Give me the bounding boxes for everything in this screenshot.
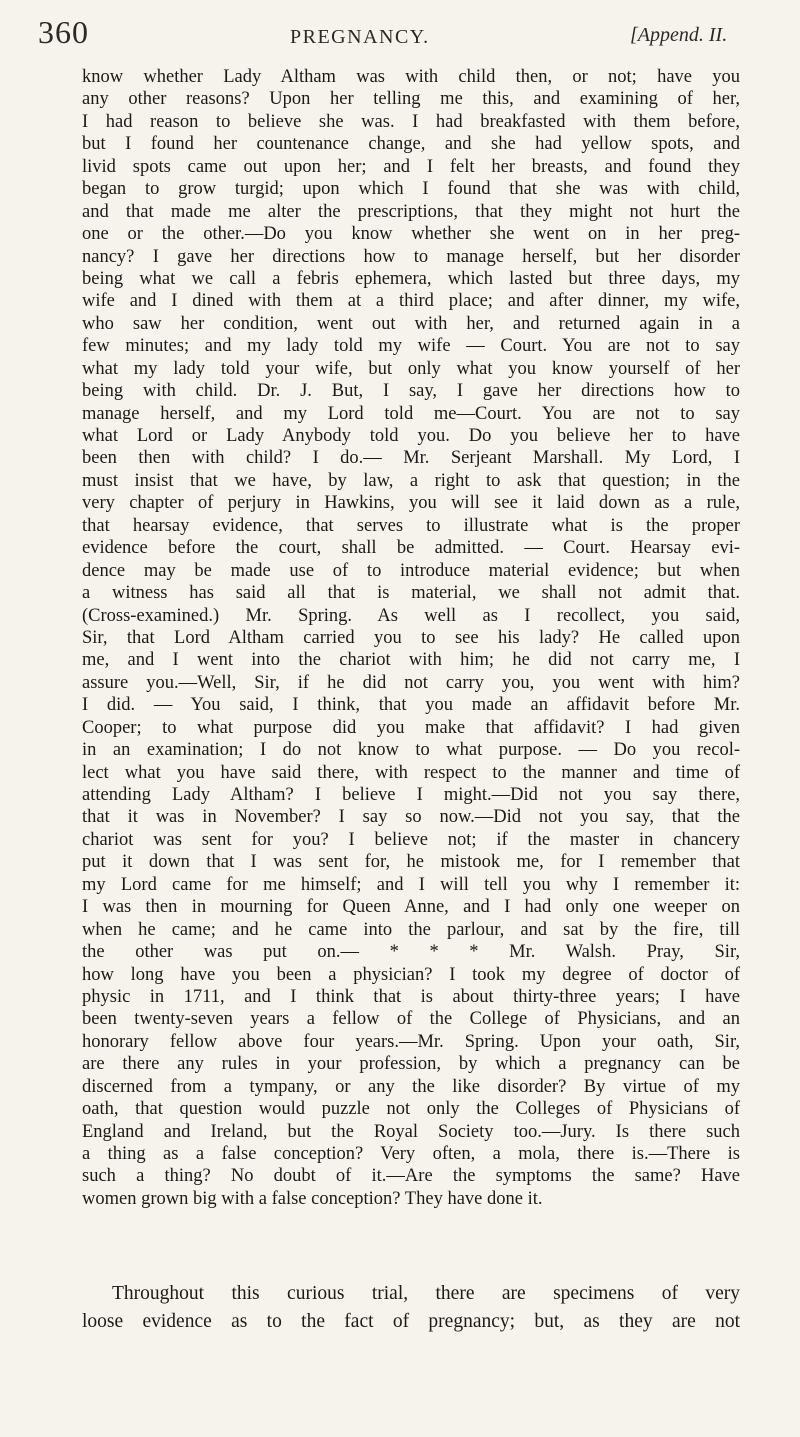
text-line: oath, that question would puzzle not only the Colleges of Physicians of bbox=[82, 1099, 740, 1120]
text-line: I was then in mourning for Queen Anne, and I had only one weeper on bbox=[82, 897, 740, 918]
text-line: discerned from a tympany, or any the like disorder? By virtue of my bbox=[82, 1076, 740, 1097]
text-line: England and Ireland, but the Royal Society too.—Jury. Is there such bbox=[82, 1121, 740, 1142]
text-line: a thing as a false conception? Very often, a mola, there is.—There is bbox=[82, 1144, 740, 1164]
text-line: one or the other.—Do you know whether she went on in her preg- bbox=[82, 224, 740, 245]
text-line: that it was in November? I say so now.—Did not you say, that the bbox=[82, 807, 740, 828]
text-line: must insist that we have, by law, a right to ask that question; in the bbox=[82, 470, 740, 491]
text-line: Throughout this curious trial, there are specimens of very bbox=[112, 1283, 740, 1304]
text-line: attending Lady Altham? I believe I might.—Did not you say there, bbox=[82, 785, 740, 805]
body-text bbox=[82, 66, 740, 1210]
text-line: but I found her countenance change, and she had yellow spots, and bbox=[82, 134, 740, 155]
text-line: (Cross-examined.) Mr. Spring. As well as I recollect, you said, bbox=[82, 605, 740, 626]
text-line: a witness has said all that is material, we shall not admit that. bbox=[82, 583, 740, 604]
text-line: evidence before the court, shall be admitted. — Court. Hearsay evi- bbox=[82, 538, 740, 559]
text-line: began to grow turgid; upon which I found that she was with child, bbox=[82, 179, 740, 200]
text-line: any other reasons? Upon her telling me this, and examining of her, bbox=[82, 89, 740, 110]
text-line: I did. — You said, I think, that you made an affidavit before Mr. bbox=[82, 695, 740, 716]
text-line: livid spots came out upon her; and I felt her breasts, and found they bbox=[82, 156, 740, 177]
text-line: being with child. Dr. J. But, I say, I gave her directions how to bbox=[82, 381, 740, 402]
text-line: nancy? I gave her directions how to manage herself, but her disorder bbox=[82, 246, 740, 267]
text-line: being what we call a febris ephemera, which lasted but three days, my bbox=[82, 268, 740, 289]
text-line: who saw her condition, went out with her, and returned again in a bbox=[82, 313, 740, 334]
text-line: honorary fellow above four years.—Mr. Spring. Upon your oath, Sir, bbox=[82, 1031, 740, 1052]
page-header bbox=[38, 14, 770, 58]
text-line: Sir, that Lord Altham carried you to see his lady? He called upon bbox=[82, 627, 740, 648]
text-line: know whether Lady Altham was with child then, or not; have you bbox=[82, 67, 740, 87]
text-line: that hearsay evidence, that serves to illustrate what is the proper bbox=[82, 515, 740, 536]
closing-paragraph bbox=[82, 1280, 740, 1336]
text-line: loose evidence as to the fact of pregnancy; but, as they are not bbox=[82, 1311, 740, 1332]
text-line: my Lord came for me himself; and I will tell you why I remember it: bbox=[82, 874, 740, 895]
text-line: the other was put on.— * * * Mr. Walsh. Pray, Sir, bbox=[82, 942, 740, 963]
running-head: PREGNANCY. bbox=[290, 26, 430, 48]
text-line: been twenty-seven years a fellow of the College of Physicians, and an bbox=[82, 1009, 740, 1030]
text-line: few minutes; and my lady told my wife — Court. You are not to say bbox=[82, 336, 740, 357]
text-line: what my lady told your wife, but only what you know yourself of her bbox=[82, 358, 740, 379]
text-line: are there any rules in your profession, by which a pregnancy can be bbox=[82, 1054, 740, 1075]
text-line: chariot was sent for you? I believe not; if the master in chancery bbox=[82, 829, 740, 850]
text-line: when he came; and he came into the parlour, and sat by the fire, till bbox=[82, 919, 740, 940]
text-line: assure you.—Well, Sir, if he did not carry you, you went with him? bbox=[82, 672, 740, 693]
text-line: been then with child? I do.— Mr. Serjeant Marshall. My Lord, I bbox=[82, 448, 740, 469]
text-line: physic in 1711, and I think that is about thirty-three years; I have bbox=[82, 986, 740, 1007]
text-line: manage herself, and my Lord told me—Court. You are not to say bbox=[82, 403, 740, 424]
section-reference: [Append. II. bbox=[630, 24, 728, 46]
text-line: wife and I dined with them at a third place; and after dinner, my wife, bbox=[82, 291, 740, 312]
text-line: women grown big with a false conception? They have done it. bbox=[82, 1188, 543, 1209]
text-line: such a thing? No doubt of it.—Are the symptoms the same? Have bbox=[82, 1166, 740, 1187]
text-line: in an examination; I do not know to what purpose. — Do you recol- bbox=[82, 740, 740, 761]
text-line: put it down that I was sent for, he mistook me, for I remember that bbox=[82, 852, 740, 873]
text-line: Cooper; to what purpose did you make that affidavit? I had given bbox=[82, 717, 740, 738]
text-line: me, and I went into the chariot with him; he did not carry me, I bbox=[82, 650, 740, 671]
text-line: very chapter of perjury in Hawkins, you will see it laid down as a rule, bbox=[82, 493, 740, 514]
text-line: how long have you been a physician? I took my degree of doctor of bbox=[82, 964, 740, 985]
text-line: what Lord or Lady Anybody told you. Do you believe her to have bbox=[82, 426, 740, 446]
page-number: 360 bbox=[38, 14, 89, 50]
text-line: and that made me alter the prescriptions, that they might not hurt the bbox=[82, 201, 740, 222]
text-line: lect what you have said there, with respect to the manner and time of bbox=[82, 762, 740, 783]
text-line: I had reason to believe she was. I had breakfasted with them before, bbox=[82, 111, 740, 132]
text-line: dence may be made use of to introduce material evidence; but when bbox=[82, 560, 740, 581]
